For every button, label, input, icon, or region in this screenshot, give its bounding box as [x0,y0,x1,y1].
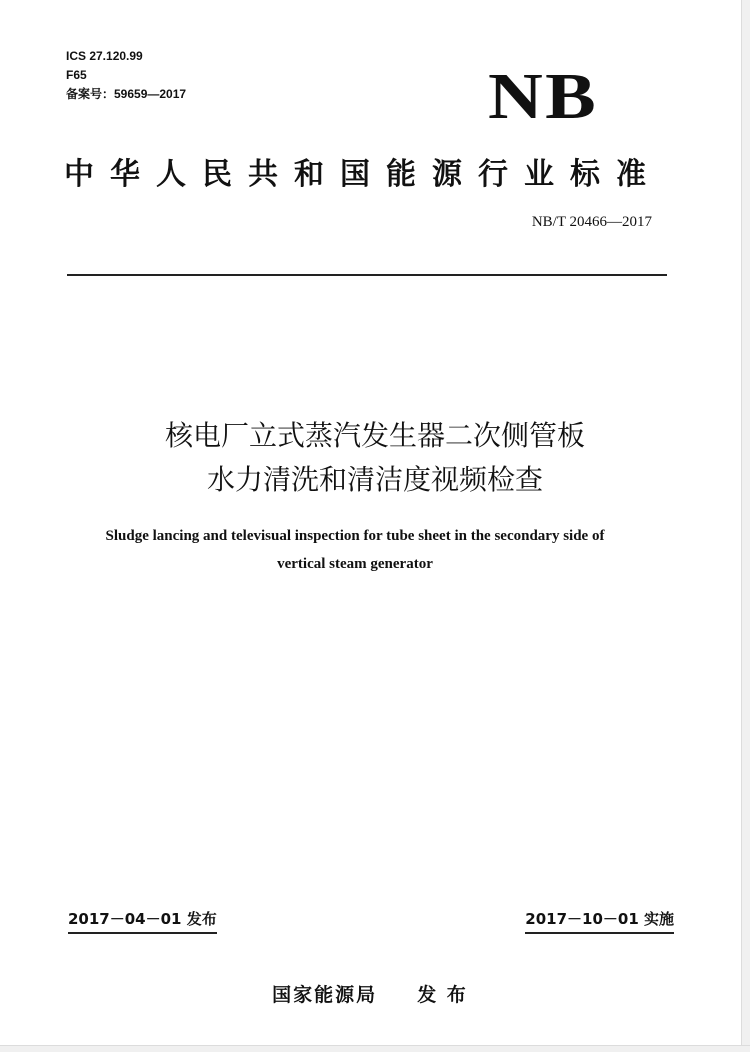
viewer-frame-right [741,0,750,1052]
english-title [0,522,710,578]
issuer-line [0,980,740,1007]
english-title-line-2: vertical steam generator [277,556,433,572]
chinese-title-line-2: 水力清洗和清洁度视频检查 [206,463,543,496]
issue-date: 2017－04－01 发布 [68,908,217,934]
nb-logo: NB [488,60,599,133]
viewer-frame-bottom [0,1045,750,1052]
issuing-organization-title: 中华人民共和国能源行业标准 [64,157,662,192]
standard-number: NB/T 20466—2017 [531,214,652,230]
issuer-name: 国家能源局 [272,984,378,1006]
chinese-title-line-1: 核电厂立式蒸汽发生器二次侧管板 [164,419,585,452]
issuer-action: 发 布 [417,984,468,1006]
english-title-line-1: Sludge lancing and televisual inspection for tube sheet in the secondary side of [105,528,605,544]
ics-code: ICS 27.120.99 [66,49,143,63]
header-divider [67,274,667,276]
class-code: F65 [66,68,87,82]
classification-block [66,47,186,104]
effective-date: 2017－10－01 实施 [525,908,674,934]
record-number: 备案号：59659—2017 [66,87,187,101]
